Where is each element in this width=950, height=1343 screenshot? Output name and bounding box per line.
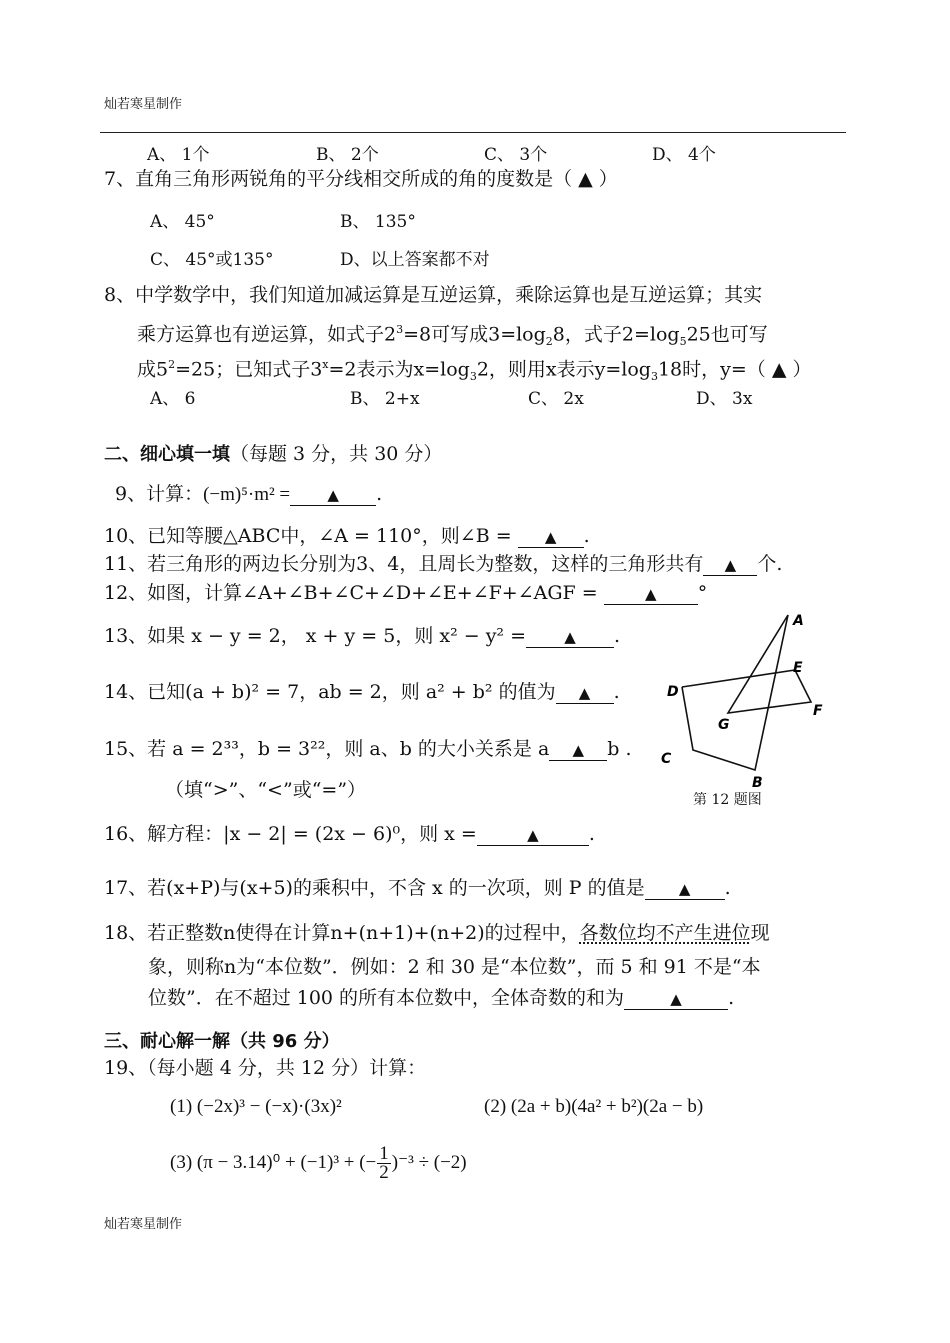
q17-answer-blank: ▲ (645, 879, 725, 900)
q8-option-b: B、 2+x (350, 389, 420, 409)
figure-line-a-b-c-d (682, 615, 788, 770)
q9-answer-blank: ▲ (290, 485, 376, 506)
section2-heading: 二、细心填一填（每题 3 分，共 30 分） (104, 443, 443, 465)
q6-option-a: A、 1个 (147, 145, 210, 165)
q11-answer-blank: ▲ (703, 555, 757, 576)
q15-hint: （填“>”、“<”或“=”） (165, 779, 367, 801)
figure-line-a-g-f-e-d (682, 615, 811, 713)
watermark-bottom: 灿若寒星制作 (104, 1217, 183, 1232)
q12-question: 12、如图，计算∠A+∠B+∠C+∠D+∠E+∠F+∠AGF = ▲ ° (104, 582, 708, 604)
q15-question: 15、若 a = 2³³，b = 3²²，则 a、b 的大小关系是 a ▲ b . (104, 738, 632, 760)
q8-option-c: C、 2x (528, 389, 584, 409)
q19-part3: (3) (π − 3.14)⁰ + (−1)³ + (− $\frac{1}{2}$ )⁻³ ÷ (−2) (170, 1143, 467, 1183)
q10-question: 10、已知等腰△ABC中，∠A = 110°，则∠B = ▲ . (104, 525, 590, 547)
q13-question: 13、如果 x − y = 2， x + y = 5，则 x² − y² = ▲ . (104, 625, 621, 647)
figure-label-g: G (718, 717, 730, 733)
figure-label-e: E (793, 660, 803, 676)
q8-option-a: A、 6 (150, 389, 196, 409)
figure-label-f: F (813, 703, 823, 719)
q7-option-b: B、 135° (340, 212, 416, 232)
q8-line2: 乘方运算也有逆运算，如式子$2^3=8$可写成$3=\log_28$，式子$2=\log_525$也可写 (137, 323, 768, 349)
figure-label-b: B (752, 775, 763, 791)
q17-question: 17、若(x+P)与(x+5)的乘积中，不含 x 的一次项，则 P 的值是 ▲ . (104, 877, 731, 899)
q18-answer-blank: ▲ (624, 989, 728, 1010)
q6-option-c: C、 3个 (484, 145, 548, 165)
q7-option-c: C、 45°或135° (150, 250, 274, 270)
q14-answer-blank: ▲ (556, 683, 614, 704)
q15-answer-blank: ▲ (549, 740, 607, 761)
q19-question: 19、（每小题 4 分，共 12 分）计算： (104, 1057, 427, 1079)
q12-figure (655, 605, 835, 815)
q7-option-a: A、 45° (150, 212, 215, 232)
q10-answer-blank: ▲ (518, 527, 584, 548)
q11-question: 11、若三角形的两边长分别为3、4，且周长为整数，这样的三角形共有 ▲ 个. (104, 553, 783, 575)
q19-part2: (2) (2a + b)(4a² + b²)(2a − b) (484, 1096, 704, 1117)
figure-label-c: C (661, 751, 672, 767)
header-rule (100, 132, 846, 133)
q8-line1: 8、中学数学中，我们知道加减运算是互逆运算，乘除运算也是互逆运算；其实 (104, 284, 763, 306)
section3-heading: 三、耐心解一解（共 96 分） (104, 1031, 340, 1052)
q6-option-b: B、 2个 (316, 145, 379, 165)
q18-line1: 18、若正整数n使得在计算n+(n+1)+(n+2)的过程中，各数位均不产生进位现 (104, 922, 770, 944)
q6-option-d: D、 4个 (652, 145, 716, 165)
q7-question: 7、直角三角形两锐角的平分线相交所成的角的度数是（ ▲ ） (104, 168, 618, 190)
q8-line3: 成$5^2=25$；已知式子$3^x=2$表示为$x=\log_32$，则用x表示$y=\log_318$时，y=（ ▲ ） (137, 358, 812, 384)
q16-question: 16、解方程：|x − 2| = (2x − 6)⁰，则 x = ▲ . (104, 823, 595, 845)
q18-line3: 位数”．在不超过 100 的所有本位数中，全体奇数的和为 ▲ . (148, 987, 735, 1009)
q9-question: 9、计算：(−m)⁵·m² = ▲ . (115, 483, 383, 505)
q14-question: 14、已知(a + b)² = 7，ab = 2，则 a² + b² 的值为 ▲ . (104, 681, 620, 703)
q7-option-d: D、以上答案都不对 (340, 250, 490, 270)
figure-label-d: D (667, 684, 679, 700)
watermark-top: 灿若寒星制作 (104, 97, 183, 112)
q19-part1: (1) (−2x)³ − (−x)·(3x)² (170, 1096, 342, 1117)
q8-option-d: D、 3x (696, 389, 753, 409)
q18-line2: 象，则称n为“本位数”．例如：2 和 30 是“本位数”，而 5 和 91 不是“本 (148, 956, 761, 978)
figure-label-a: A (793, 613, 804, 629)
q12-answer-blank: ▲ (604, 584, 698, 605)
q16-answer-blank: ▲ (477, 825, 589, 846)
q13-answer-blank: ▲ (526, 627, 614, 648)
figure-caption: 第 12 题图 (693, 792, 762, 808)
